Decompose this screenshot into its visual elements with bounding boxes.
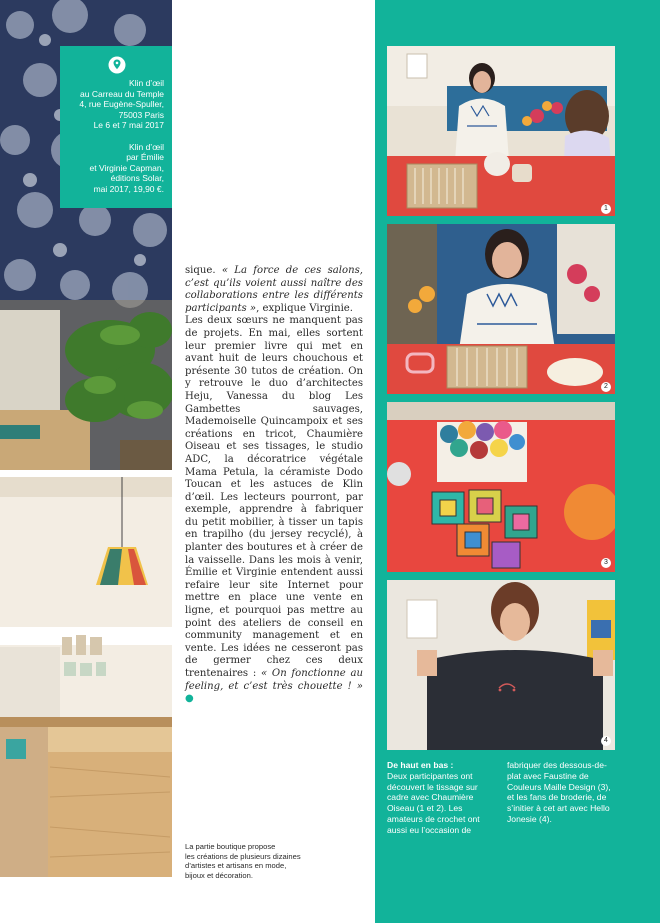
photo-weaving-1 (387, 46, 615, 216)
article-quote-2: « On fonctionne au feeling, et c’est très chouette ! » (185, 668, 363, 692)
info-book-author-2: et Virginie Capman, (89, 162, 164, 173)
end-mark-icon: ● (185, 693, 194, 705)
article-paragraph-1: sique. « La force de ces salons, c’est qu’ils voient aussi naître des collaborations entre les différents participants », explique Virginie. (185, 265, 363, 314)
photo-crochet (387, 402, 615, 572)
photo-shop-interior (0, 477, 172, 877)
photo-number-3: 3 (601, 558, 611, 568)
photo-number-2: 2 (601, 382, 611, 392)
info-book-price: mai 2017, 19,90 €. (93, 183, 164, 194)
info-book-author-1: par Émilie (126, 152, 164, 162)
photo-embroidery (387, 580, 615, 750)
info-book-title: Klin d’œil (129, 141, 164, 152)
article-paragraph-2: Les deux sœurs ne manquent pas de projets. En mai, elles sortent leur premier livre qui met en avant huit de leurs chouchous et présente 30 tutos de création. On y retrouve le duo d’architectes Heju, Vanessa du blog Les Gambettes sauvages, Mademoiselle Quincampoix et ses créations en tricot, Chaumière Oiseau et ses tissages, le studio ADC, la décoratrice végétale Mama Petula, la céramiste Dodo Toucan et les astuces de Klin d’œil. Les lecteurs pourront, par exemple, apprendre à fabriquer du petit mobilier, à tisser un tapis en trapilho (du jersey recyclé), à planter des boutures et à créer de la vaisselle. Dans les mois à venir, Émilie et Virginie entendent aussi refaire leur site Internet pour mettre en place une vente en ligne, et pourquoi pas mettre au point des ateliers de conseil en community management et en vente. Les idées ne cesseront pas de germer chez ces deux trentenaires : « On fonctionne au feeling, et c’est très chouette ! » ● (185, 315, 363, 705)
article-quote-1: « La force de ces salons, c’est qu’ils voient aussi naître des collaborations entre les différents participants » (185, 265, 363, 314)
info-venue-name: Klin d’œil (129, 78, 164, 88)
location-pin-icon (108, 56, 126, 74)
article-body (185, 265, 363, 706)
caption-shop: La partie boutique propose les créations de plusieurs dizaines d’artistes et artisans en mode, bijoux et décoration. (185, 842, 301, 880)
info-book-publisher: éditions Solar, (110, 173, 164, 183)
info-dates: Le 6 et 7 mai 2017 (93, 120, 164, 130)
caption-photos-col-1: De haut en bas : Deux participantes ont découvert le tissage sur cadre avec Chaumière Oiseau (1 et 2). Les amateurs de crochet ont aussi eu l’occasion de (387, 760, 499, 836)
caption-photos-col-2: fabriquer des dessous-de-plat avec Faustine de Couleurs Maille Design (3), et les fans de broderie, de s’initier à cet art avec Hello Jonesie (4). (507, 760, 611, 824)
photo-number-1: 1 (601, 204, 611, 214)
info-street: 4, rue Eugène-Spuller, (79, 99, 164, 109)
photo-weaving-2 (387, 224, 615, 394)
event-info-box (60, 46, 172, 208)
info-venue: au Carreau du Temple (80, 88, 164, 99)
caption-photos-heading: De haut en bas : (387, 760, 454, 770)
info-city: 75003 Paris (118, 109, 164, 120)
photo-number-4: 4 (601, 736, 611, 746)
